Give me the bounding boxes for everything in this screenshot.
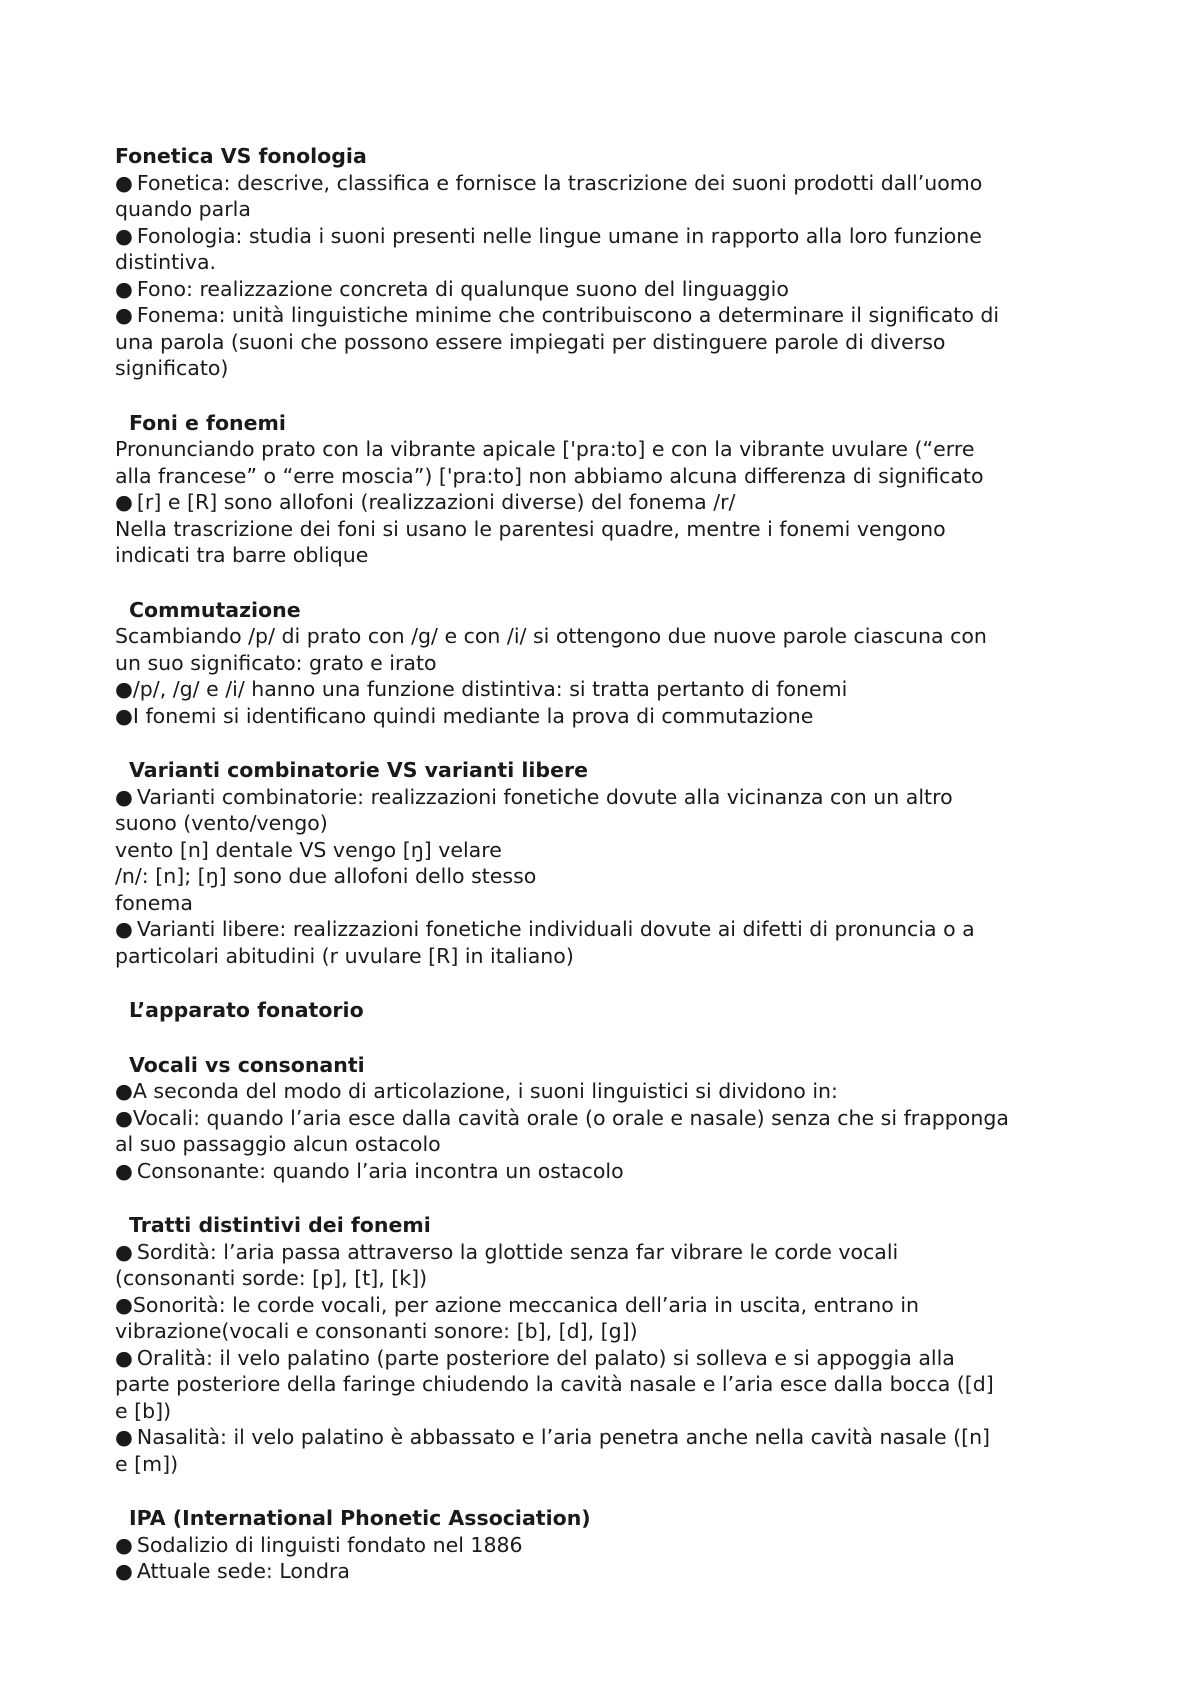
text-line: Nella trascrizione dei foni si usano le parentesi quadre, mentre i fonemi vengono (115, 516, 946, 541)
bullet-item: ● Sordità: l’aria passa attraverso la glottide senza far vibrare le corde vocali (115, 1239, 1115, 1266)
section-heading: Commutazione (129, 597, 301, 622)
bullet-item: ● Fono: realizzazione concreta di qualunque suono del linguaggio (115, 276, 1115, 303)
section (115, 410, 1115, 569)
bullet-item: ● Nasalità: il velo palatino è abbassato e l’aria penetra anche nella cavità nasale ([n] (115, 1424, 1115, 1451)
text-line: (consonanti sorde: [p], [t], [k]) (115, 1266, 428, 1290)
bullet-item: ● [r] e [R] sono allofoni (realizzazioni diverse) del fonema /r/ (115, 489, 1115, 516)
bullet-item: ● Oralità: il velo palatino (parte posteriore del palato) si solleva e si appoggia alla (115, 1345, 1115, 1372)
text-line: quando parla (115, 197, 251, 221)
bullet-item: ● Varianti libere: realizzazioni fonetiche individuali dovute ai difetti di pronuncia o a (115, 916, 1115, 943)
text-line: particolari abitudini (r uvulare [R] in italiano) (115, 943, 574, 968)
text-line: alla francese” o “erre moscia”) ['pra:to] non abbiamo alcuna differenza di significato (115, 463, 984, 488)
text-line: Pronunciando prato con la vibrante apicale ['pra:to] e con la vibrante uvulare (“erre (115, 437, 975, 461)
section (115, 143, 1115, 382)
text-line: vibrazione(vocali e consonanti sonore: [b], [d], [g]) (115, 1319, 638, 1343)
section (115, 1212, 1115, 1477)
section (115, 997, 1115, 1024)
section (115, 597, 1115, 730)
text-line: suono (vento/vengo) (115, 811, 328, 835)
text-line: una parola (suoni che possono essere impiegati per distinguere parole di diverso (115, 329, 946, 354)
section (115, 757, 1115, 969)
section-heading: Fonetica VS fonologia (115, 144, 367, 168)
text-line: vento [n] dentale VS vengo [ŋ] velare (115, 837, 502, 862)
section-heading: Vocali vs consonanti (129, 1052, 365, 1077)
bullet-item: ● Fonologia: studia i suoni presenti nelle lingue umane in rapporto alla loro funzione (115, 223, 1115, 250)
text-line: significato) (115, 356, 229, 380)
bullet-item: ● Attuale sede: Londra (115, 1558, 1115, 1585)
text-line: /n/: [n]; [ŋ] sono due allofoni dello stesso (115, 864, 537, 888)
text-line: Scambiando /p/ di prato con /g/ e con /i/ si ottengono due nuove parole ciascuna con (115, 624, 987, 648)
text-line: e [b]) (115, 1398, 172, 1423)
section-heading: Foni e fonemi (129, 410, 286, 435)
text-line: un suo significato: grato e irato (115, 650, 437, 675)
text-line: distintiva. (115, 250, 217, 274)
bullet-item: ● /p/, /g/ e /i/ hanno una funzione distintiva: si tratta pertanto di fonemi (115, 676, 1115, 703)
bullet-item: ● Fonetica: descrive, classifica e fornisce la trascrizione dei suoni prodotti dall’uomo (115, 170, 1115, 197)
bullet-item: ● A seconda del modo di articolazione, i suoni linguistici si dividono in: (115, 1078, 1115, 1105)
text-line: e [m]) (115, 1451, 179, 1476)
section-heading: Tratti distintivi dei fonemi (129, 1213, 431, 1237)
section (115, 1052, 1115, 1185)
text-line: al suo passaggio alcun ostacolo (115, 1132, 441, 1156)
section-heading: IPA (International Phonetic Association) (129, 1506, 591, 1530)
bullet-item: ● Sodalizio di linguisti fondato nel 1886 (115, 1532, 1115, 1559)
text-line: fonema (115, 890, 193, 915)
bullet-item: ● Fonema: unità linguistiche minime che contribuiscono a determinare il significato di (115, 302, 1115, 329)
document-page (115, 143, 1115, 1613)
bullet-item: ● Vocali: quando l’aria esce dalla cavità orale (o orale e nasale) senza che si frapponga (115, 1105, 1115, 1132)
bullet-item: ● Varianti combinatorie: realizzazioni fonetiche dovute alla vicinanza con un altro (115, 784, 1115, 811)
text-line: parte posteriore della faringe chiudendo la cavità nasale e l’aria esce dalla bocca ([d] (115, 1372, 994, 1396)
bullet-item: ● I fonemi si identificano quindi mediante la prova di commutazione (115, 703, 1115, 730)
bullet-item: ● Sonorità: le corde vocali, per azione meccanica dell’aria in uscita, entrano in (115, 1292, 1115, 1319)
bullet-item: ● Consonante: quando l’aria incontra un ostacolo (115, 1158, 1115, 1185)
section-heading: Varianti combinatorie VS varianti libere (129, 758, 589, 782)
section-heading: L’apparato fonatorio (129, 998, 364, 1022)
text-line: indicati tra barre oblique (115, 543, 369, 567)
section (115, 1505, 1115, 1585)
